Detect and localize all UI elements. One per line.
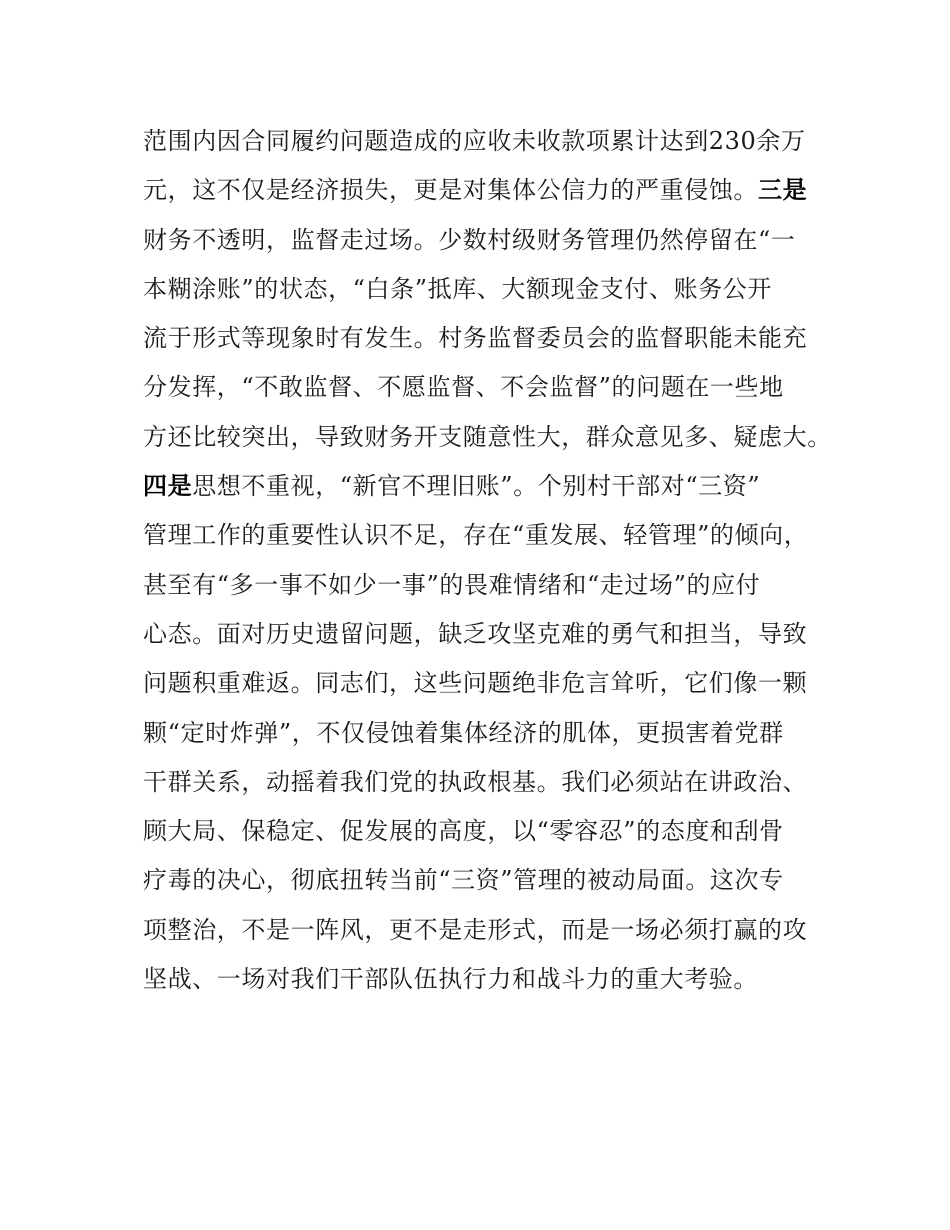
text-line <box>143 363 833 412</box>
text-line <box>143 659 833 708</box>
text-run: 范围内因合同履约问题造成的应收未收款项累计达到230余万 <box>143 127 806 155</box>
text-run: 分发挥，“不敢监督、不愿监督、不会监督”的问题在一些地 <box>143 373 784 402</box>
text-line <box>143 462 833 511</box>
text-line <box>143 906 833 955</box>
text-run: 干群关系，动摇着我们党的执政根基。我们必须站在讲政治、 <box>143 767 808 796</box>
text-run: 流于形式等现象时有发生。村务监督委员会的监督职能未能充 <box>143 324 808 353</box>
text-run: 元，这不仅是经济损失，更是对集体公信力的严重侵蚀。 <box>143 176 758 205</box>
text-run: 本糊涂账”的状态，“白条”抵库、大额现金支付、账务公开 <box>143 274 773 303</box>
text-line <box>143 807 833 856</box>
text-run: 颗“定时炸弹”，不仅侵蚀着集体经济的肌体，更损害着党群 <box>143 718 784 747</box>
text-line <box>143 955 833 1004</box>
text-run: 财务不透明，监督走过场。少数村级财务管理仍然停留在“一 <box>143 225 796 254</box>
text-run: 疗毒的决心，彻底扭转当前“三资”管理的被动局面。这次专 <box>143 866 784 895</box>
text-line <box>143 561 833 610</box>
text-run: 坚战、一场对我们干部队伍执行力和战斗力的重大考验。 <box>143 965 758 994</box>
bold-lead-phrase: 四是 <box>143 472 193 501</box>
text-line <box>143 265 833 314</box>
text-line <box>143 216 833 265</box>
text-line <box>143 117 833 166</box>
text-line <box>143 709 833 758</box>
text-line <box>143 758 833 807</box>
text-line <box>143 166 833 215</box>
text-run: 顾大局、保稳定、促发展的高度，以“零容忍”的态度和刮骨 <box>143 817 784 846</box>
text-run: 甚至有“多一事不如少一事”的畏难情绪和“走过场”的应付 <box>143 570 761 599</box>
text-run: 问题积重难返。同志们，这些问题绝非危言耸听，它们像一颗 <box>143 669 808 698</box>
text-run: 思想不重视，“新官不理旧账”。个别村干部对“三资” <box>192 472 761 501</box>
text-line <box>143 314 833 363</box>
text-run: 管理工作的重要性认识不足，存在“重发展、轻管理”的倾向， <box>143 521 809 550</box>
body-paragraph <box>143 117 833 1004</box>
text-line <box>143 856 833 905</box>
bold-lead-phrase: 三是 <box>758 176 808 205</box>
text-run: 心态。面对历史遗留问题，缺乏攻坚克难的勇气和担当，导致 <box>143 619 808 648</box>
text-line <box>143 413 833 462</box>
text-line <box>143 610 833 659</box>
text-line <box>143 511 833 560</box>
text-run: 方还比较突出，导致财务开支随意性大，群众意见多、疑虑大。 <box>143 422 832 451</box>
text-run: 项整治，不是一阵风，更不是走形式，而是一场必须打赢的攻 <box>143 915 808 944</box>
